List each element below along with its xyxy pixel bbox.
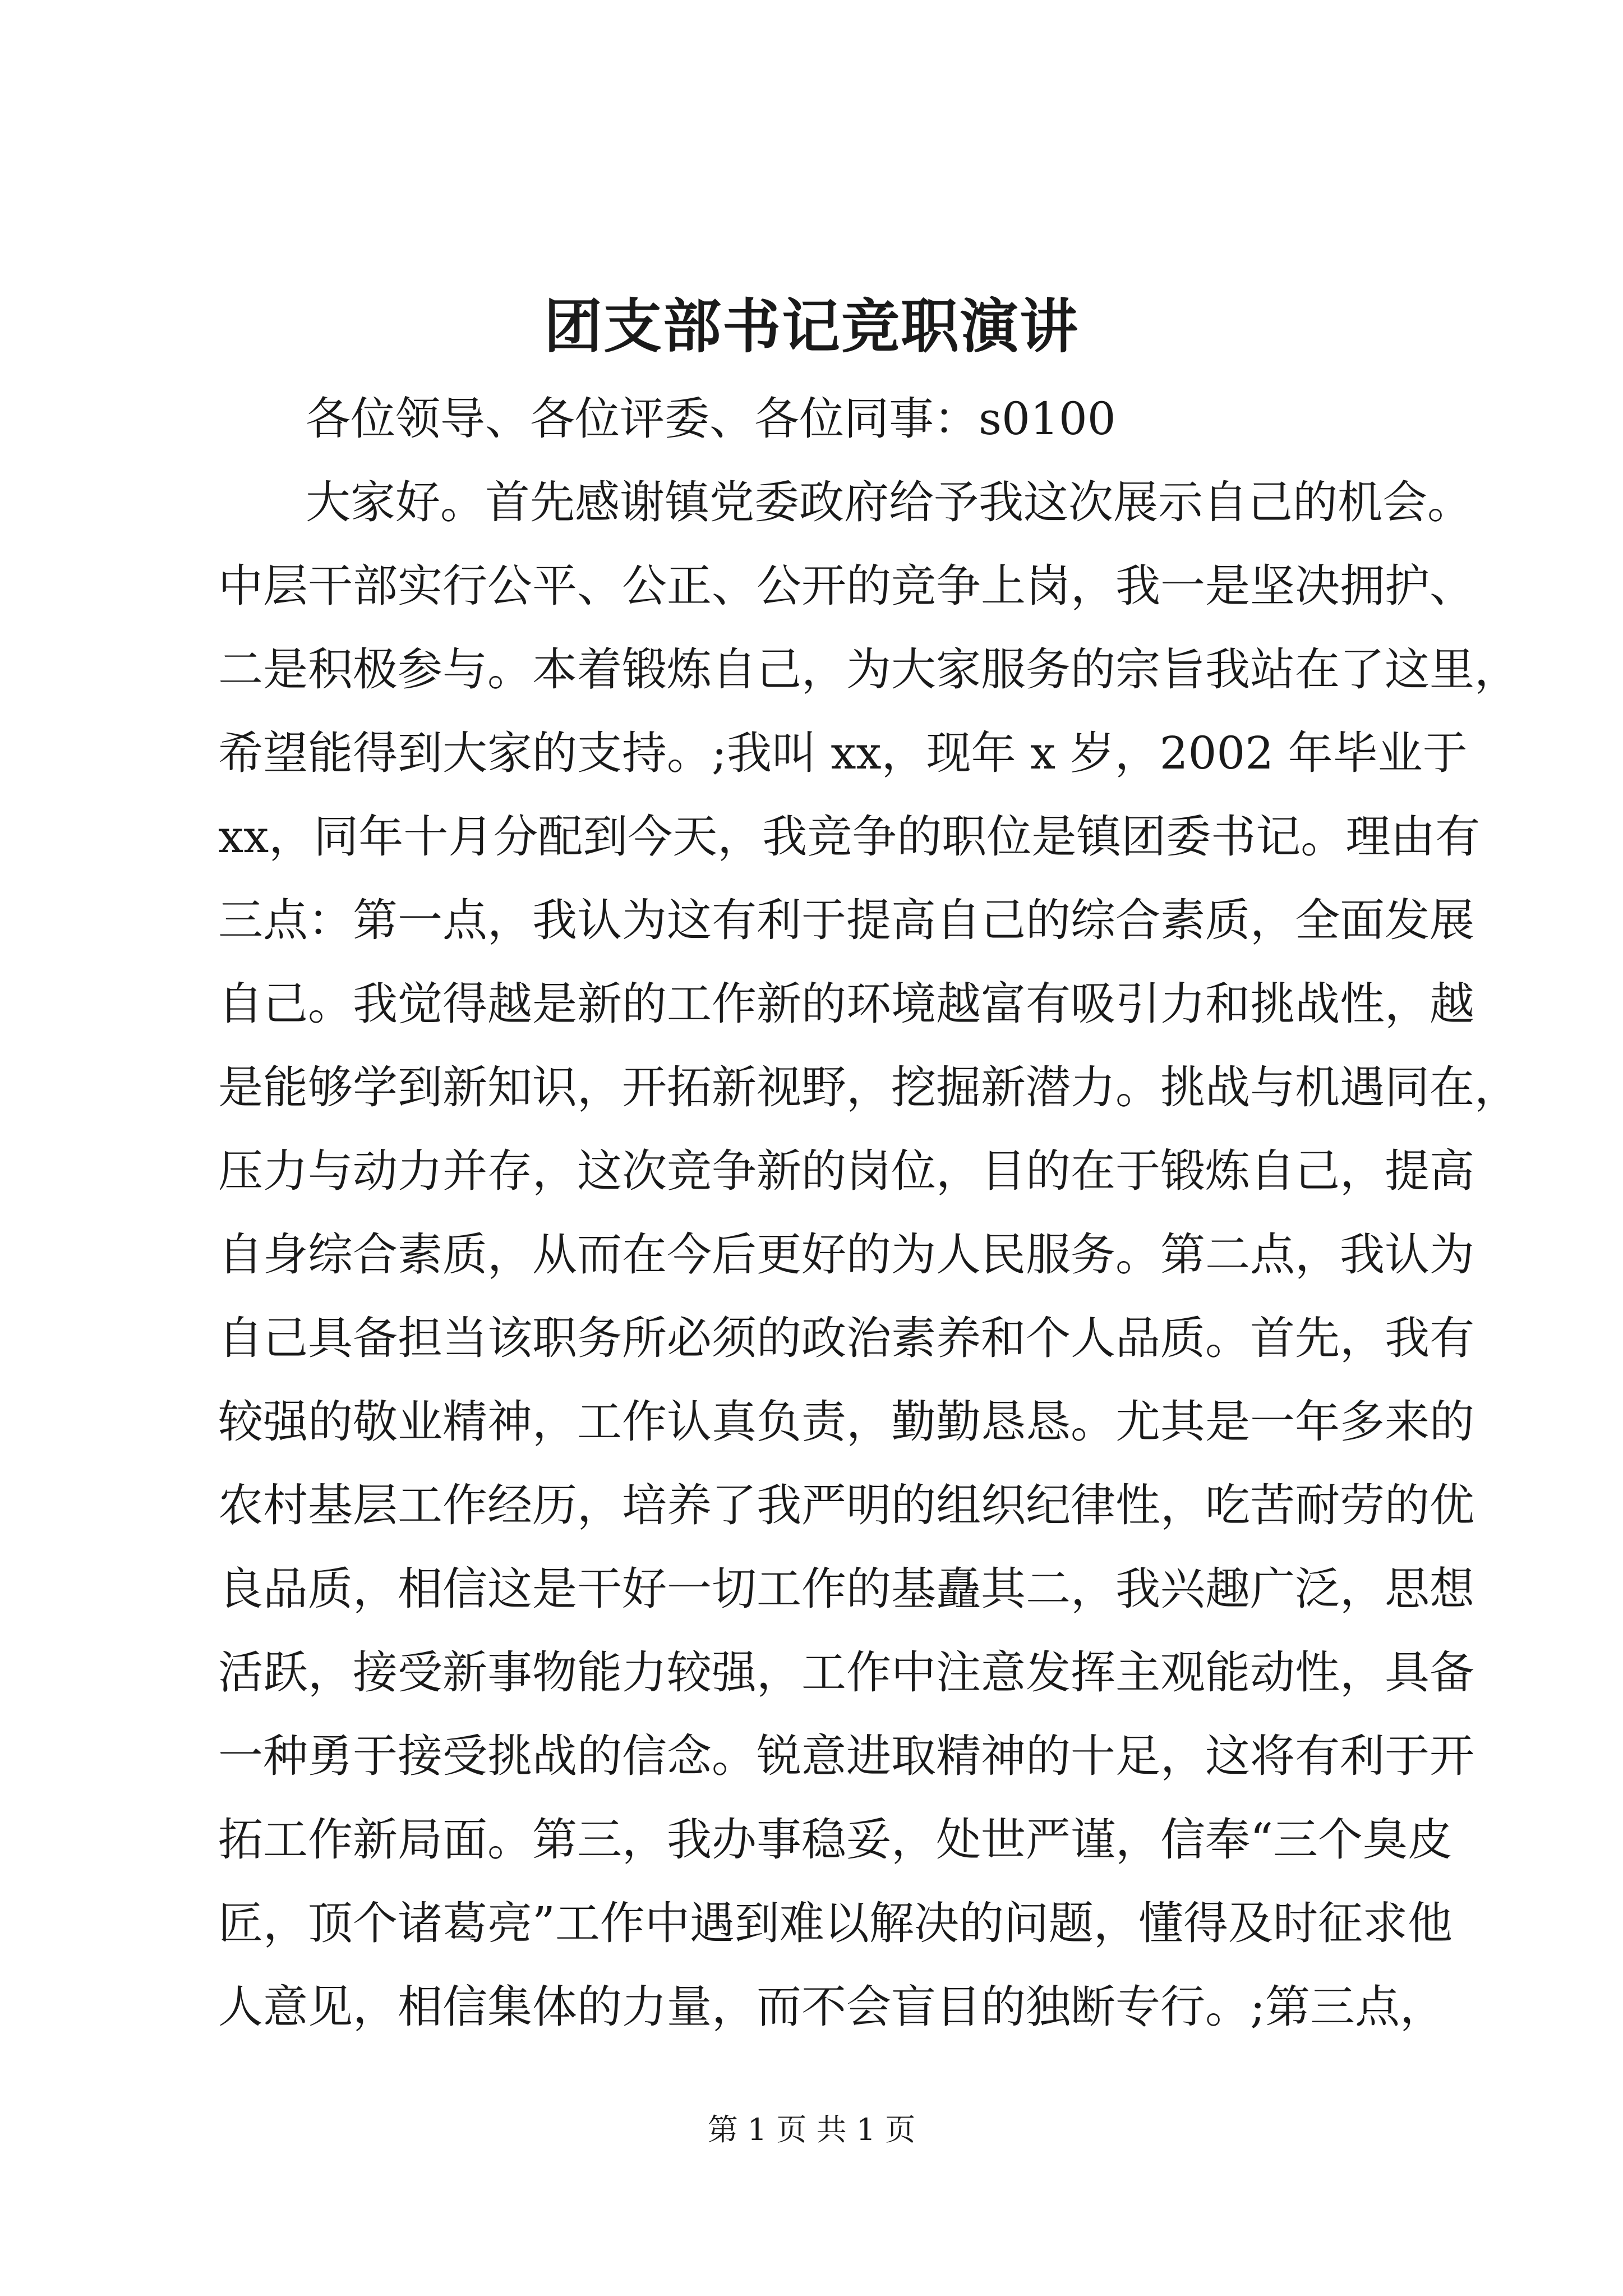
page-footer: 第 1 页 共 1 页 [707,2112,916,2147]
body-line-9: 压力与动力并存，这次竞争新的岗位，目的在于锻炼自己，提高 [218,1145,1474,1197]
body-line-8: 是能够学到新知识，开拓新视野，挖掘新潜力。挑战与机遇同在， [218,1061,1519,1114]
body-line-5: xx，同年十月分配到今天，我竞争的职位是镇团委书记。理由有 [218,811,1481,863]
document-title: 团支部书记竞职演讲 [543,292,1079,361]
body-line-10: 自身综合素质，从而在今后更好的为人民服务。第二点，我认为 [218,1228,1474,1281]
body-line-16: 一种勇于接受挑战的信念。锐意进取精神的十足，这将有利于开 [218,1730,1474,1782]
body-line-17: 拓工作新局面。第三，我办事稳妥，处世严谨，信奉“三个臭皮 [218,1814,1453,1866]
body-line-15: 活跃，接受新事物能力较强，工作中注意发挥主观能动性，具备 [218,1646,1474,1699]
body-line-18: 匠，顶个诸葛亮”工作中遇到难以解决的问题，懂得及时征求他 [218,1897,1453,1949]
body-line-11: 自己具备担当该职务所必须的政治素养和个人品质。首先，我有 [218,1312,1474,1364]
body-line-13: 农村基层工作经历，培养了我严明的组织纪律性，吃苦耐劳的优 [218,1479,1474,1531]
document-body [218,377,1519,2049]
body-line-salutation: 各位领导、各位评委、各位同事：s0100 [306,393,1116,445]
body-line-1: 大家好。首先感谢镇党委政府给予我这次展示自己的机会。 [306,476,1472,528]
body-line-19: 人意见，相信集体的力量，而不会盲目的独断专行。;第三点， [218,1981,1445,2033]
body-line-14: 良品质，相信这是干好一切工作的基矗其二，我兴趣广泛，思想 [218,1563,1474,1615]
body-line-2: 中层干部实行公平、公正、公开的竞争上岗，我一是坚决拥护、 [218,560,1474,612]
body-line-7: 自己。我觉得越是新的工作新的环境越富有吸引力和挑战性，越 [218,978,1474,1030]
body-line-4: 希望能得到大家的支持。;我叫 xx，现年 x 岁，2002 年毕业于 [218,727,1468,779]
body-line-6: 三点：第一点，我认为这有利于提高自己的综合素质，全面发展 [218,894,1474,946]
body-line-12: 较强的敬业精神，工作认真负责，勤勤恳恳。尤其是一年多来的 [218,1396,1474,1448]
body-line-3: 二是积极参与。本着锻炼自己，为大家服务的宗旨我站在了这里， [218,643,1519,696]
